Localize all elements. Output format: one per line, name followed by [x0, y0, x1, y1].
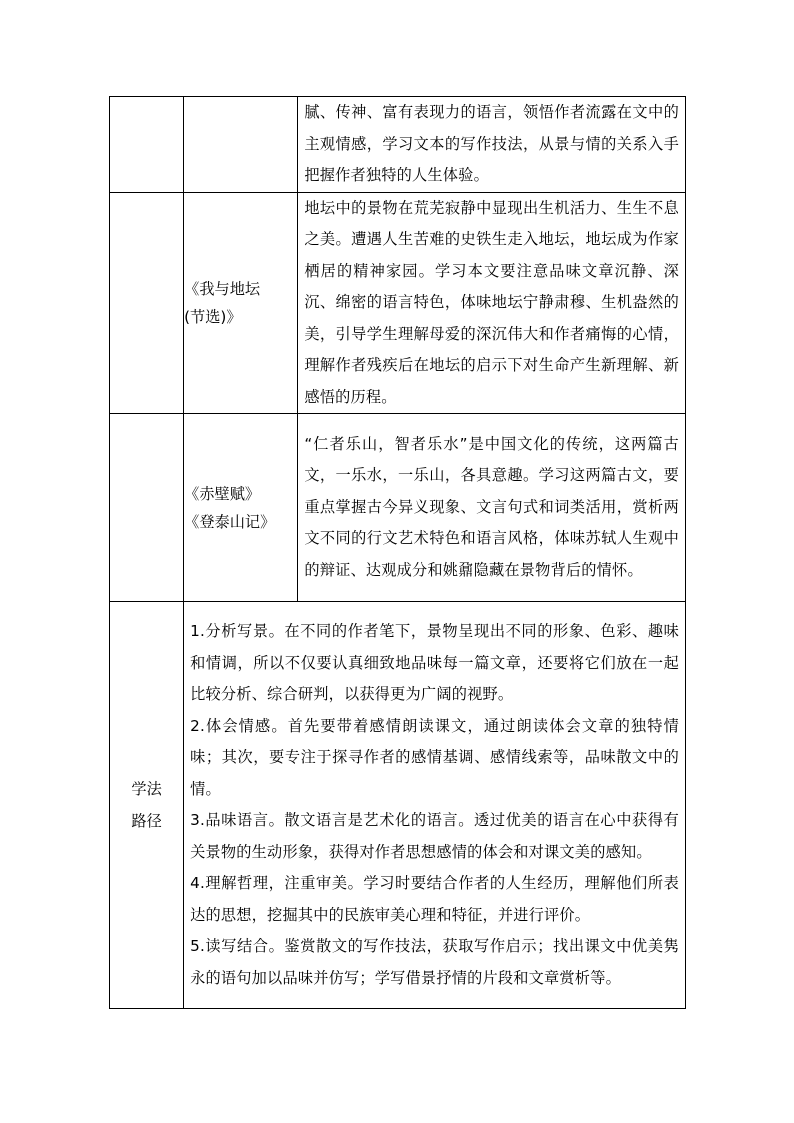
empty-label-cell [110, 97, 184, 193]
table-row [110, 414, 686, 602]
title-line: (节选)》 [184, 307, 242, 326]
method-item: 1.分析写景。在不同的作者笔下，景物呈现出不同的形象、色彩、趣味和情调，所以不仅要认真细致地品味每一篇文章，还要将它们放在一起比较分析、综合研判，以获得更为广阔的视野。 [190, 622, 679, 703]
row-text-cell [298, 414, 686, 602]
title-cell [184, 192, 298, 414]
row-text: “仁者乐山，智者乐水”是中国文化的传统，这两篇古文，一乐水，一乐山，各具意趣。学习这两篇古文，要重点掌握古今异义现象、文言句式和词类活用，赏析两文不同的行文艺术特色和语言风格，体味苏轼人生观中的辩证、达观成分和姚鼐隐藏在景物背后的情怀。 [304, 434, 679, 579]
method-row [110, 602, 686, 1009]
empty-title-cell [184, 97, 298, 193]
title-line: 《登泰山记》 [184, 512, 276, 531]
content-table [109, 96, 686, 1009]
method-label-cell [110, 602, 184, 1009]
empty-label-cell [110, 414, 184, 602]
method-content-cell [184, 602, 686, 1009]
table-row [110, 192, 686, 414]
row-text-cell [298, 97, 686, 193]
title-line: 《我与地坛 [184, 279, 261, 298]
row-text: 腻、传神、富有表现力的语言，领悟作者流露在文中的主观情感，学习文本的写作技法，从景与情的关系入手把握作者独特的人生体验。 [304, 103, 679, 184]
row-text: 地坛中的景物在荒芜寂静中显现出生机活力、生生不息之美。遭遇人生苦难的史铁生走入地坛，地坛成为作家栖居的精神家园。学习本文要注意品味文章沉静、深沉、绵密的语言特色，体味地坛宁静肃穆、生机盎然的美，引导学生理解母爱的深沉伟大和作者痛悔的心情，理解作者残疾后在地坛的启示下对生命产生新理解、新感悟的历程。 [304, 198, 679, 406]
empty-label-cell [110, 192, 184, 414]
method-label-line: 学法 [131, 780, 162, 798]
table-row [110, 97, 686, 193]
method-label-line: 路径 [131, 812, 162, 830]
title-line: 《赤壁赋》 [184, 484, 261, 503]
method-item: 2.体会情感。首先要带着感情朗读课文，通过朗读体会文章的独特情味；其次，要专注于探寻作者的感情基调、感情线索等，品味散文中的情。 [190, 716, 679, 798]
method-item: 3.品味语言。散文语言是艺术化的语言。透过优美的语言在心中获得有关景物的生动形象，获得对作者思想感情的体会和对课文美的感知。 [190, 811, 679, 861]
method-item: 5.读写结合。鉴赏散文的写作技法，获取写作启示；找出课文中优美隽永的语句加以品味并仿写；学写借景抒情的片段和文章赏析等。 [190, 937, 679, 987]
title-cell [184, 414, 298, 602]
method-item: 4.理解哲理，注重审美。学习时要结合作者的人生经历，理解他们所表达的思想，挖掘其中的民族审美心理和特征，并进行评价。 [190, 874, 679, 924]
row-text-cell [298, 192, 686, 414]
